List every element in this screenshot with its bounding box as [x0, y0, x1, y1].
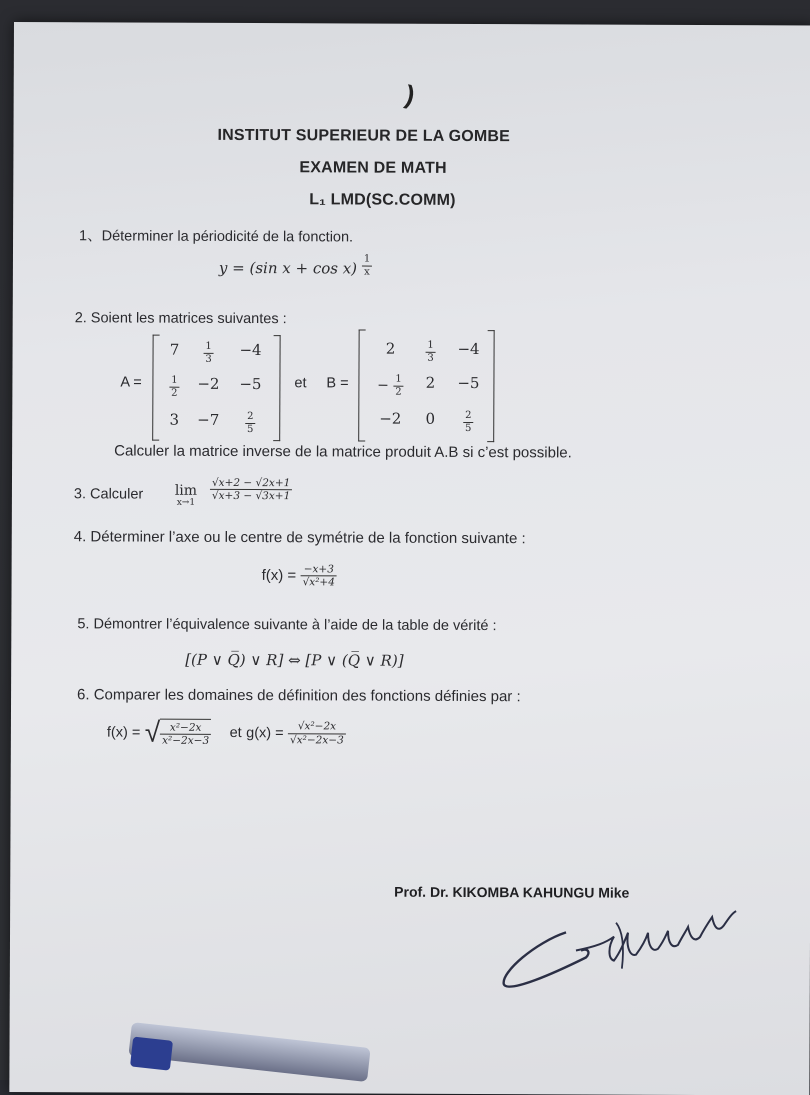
- matrix-cell: −7: [197, 410, 220, 429]
- matrix-cell: 7: [169, 340, 180, 359]
- matrix-cell: 2: [385, 339, 396, 358]
- matrix-b-label: B =: [326, 375, 349, 392]
- exam-title: EXAMEN DE MATH: [299, 159, 447, 177]
- pen-tip: [130, 1037, 173, 1071]
- q4-lhs: f(x) =: [261, 566, 297, 585]
- matrix-cell: 3: [169, 410, 180, 429]
- matrix-cell: $\frac{2}{5}$: [465, 409, 472, 434]
- q6-sqrt-sign: √: [144, 716, 161, 748]
- q1-formula-base: y = (sin x + cos x): [218, 258, 358, 278]
- question-3-fraction: [210, 477, 292, 502]
- q6-f-lhs: f(x) =: [106, 724, 141, 741]
- q6-g-denominator: √x²−2x−3: [290, 733, 344, 746]
- matrix-cell: −4: [239, 340, 262, 360]
- matrix-cell: −5: [457, 373, 480, 393]
- question-1-text: 1、Déterminer la périodicité de la fonction.: [79, 228, 354, 246]
- matrix-cell: −2: [197, 374, 220, 393]
- q1-exp-den: x: [364, 266, 370, 278]
- matrix-b: [358, 330, 494, 443]
- question-1-formula: [218, 253, 372, 278]
- question-5-text: 5. Démontrer l’équivalence suivante à l’aide de la table de vérité :: [77, 616, 497, 635]
- q6-et: et: [229, 725, 242, 742]
- q1-exp-num: 1: [362, 254, 372, 267]
- question-4-formula: [262, 563, 337, 588]
- matrix-cell: $\frac{2}{5}$: [247, 411, 254, 435]
- limit-operator: [172, 483, 200, 508]
- matrix-cell: 2: [425, 373, 436, 392]
- matrix-cell: $\frac{1}{3}$: [205, 340, 212, 365]
- q3-numerator: √x+2 − √2x+1: [210, 477, 292, 490]
- matrix-cell: −5: [239, 374, 262, 394]
- matrix-a-label: A =: [120, 374, 142, 391]
- matrix-a-cells: [153, 335, 281, 435]
- question-4-text: 4. Déterminer l’axe ou le centre de symétrie de la fonction suivante :: [73, 528, 526, 548]
- question-6-text: 6. Comparer les domaines de définition des fonctions définies par :: [77, 686, 521, 706]
- matrix-a: [152, 335, 280, 442]
- matrix-cell: −2: [379, 409, 402, 428]
- q6-f-numerator: x²−2x: [160, 722, 211, 735]
- professor-name: Prof. Dr. KIKOMBA KAHUNGU Mike: [394, 883, 630, 901]
- matrix-cell: $\frac{1}{3}$: [427, 339, 434, 364]
- matrix-b-cells: [359, 330, 495, 434]
- q4-denominator: √x²+4: [302, 576, 335, 589]
- q4-numerator: −x+3: [301, 563, 337, 576]
- exam-sheet: [9, 22, 810, 1095]
- q3-frac: [210, 477, 292, 502]
- question-6-formulas: [107, 716, 346, 749]
- matrix-b-left-bracket: [358, 330, 365, 442]
- q6-f-denominator: x²−2x−3: [162, 734, 210, 747]
- question-3-label: 3. Calculer: [73, 486, 144, 503]
- question-5-formula: [(P ∨ Q̅) ∨ R] ⇔ [P ∨ (Q̅ ∨ R)]: [185, 650, 404, 670]
- matrix-et: et: [294, 375, 307, 392]
- ink-mark: ): [402, 79, 418, 111]
- limit-subscript: x→1: [176, 497, 196, 508]
- matrix-cell: −4: [457, 339, 480, 359]
- limit-word: lim: [174, 482, 198, 499]
- matrix-cell: 0: [425, 409, 436, 428]
- matrix-cell: − $\frac{1}{2}$: [377, 373, 402, 398]
- q6-g-lhs: g(x) =: [246, 725, 284, 742]
- handwritten-signature: [496, 902, 756, 993]
- question-2-instruction: Calculer la matrice inverse de la matrice produit A.B si c’est possible.: [114, 442, 572, 462]
- q6-g-frac: [288, 721, 346, 746]
- level-title: L₁ LMD(SC.COMM): [309, 191, 456, 209]
- matrix-a-right-bracket: [273, 335, 280, 441]
- q3-denominator: √x+3 − √3x+1: [211, 489, 291, 503]
- institution-title: INSTITUT SUPERIEUR DE LA GOMBE: [217, 126, 511, 146]
- q6-g-numerator: √x²−2x: [288, 721, 346, 734]
- q6-f-frac: [160, 719, 211, 747]
- q4-frac: [301, 563, 337, 588]
- matrix-b-right-bracket: [487, 330, 494, 442]
- q1-exponent: [362, 254, 372, 278]
- question-2-text: 2. Soient les matrices suivantes :: [74, 310, 287, 328]
- matrix-cell: $\frac{1}{2}$: [171, 374, 178, 399]
